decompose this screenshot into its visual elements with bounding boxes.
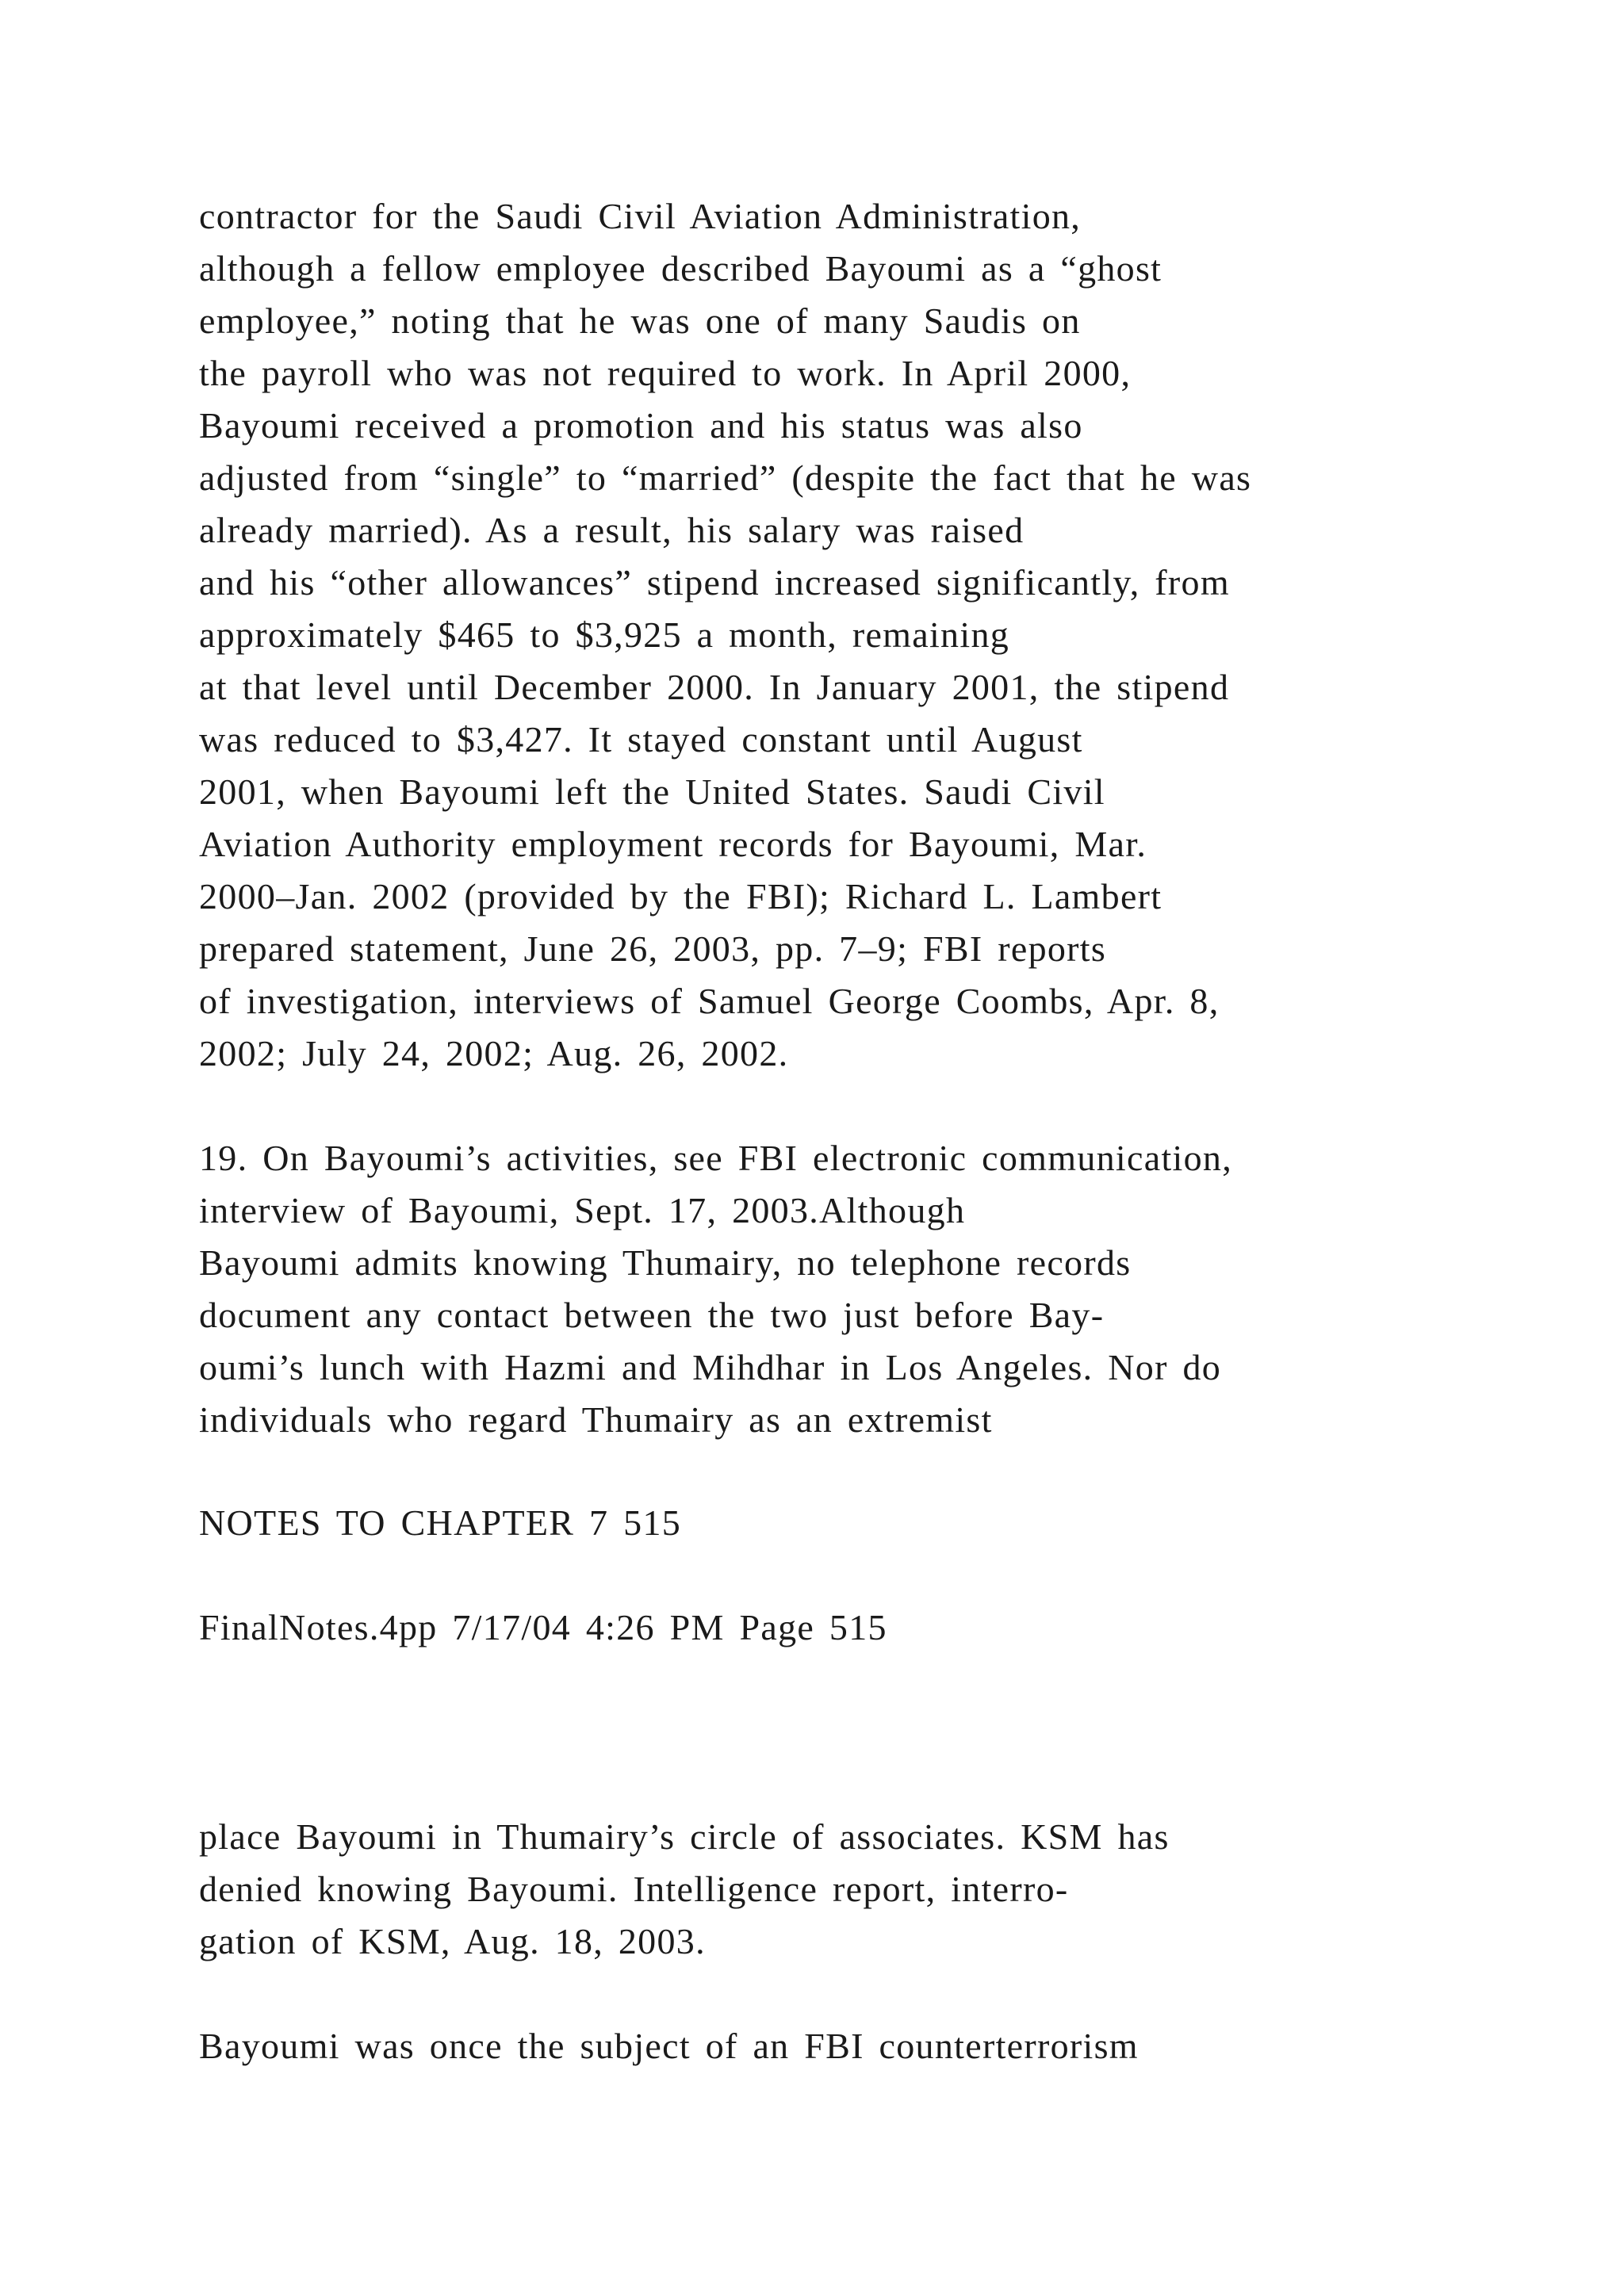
text-line: contractor for the Saudi Civil Aviation Administration, bbox=[199, 196, 1082, 236]
text-line: adjusted from “single” to “married” (despite the fact that he was bbox=[199, 457, 1252, 498]
text-line: of investigation, interviews of Samuel George Coombs, Apr. 8, bbox=[199, 981, 1220, 1021]
text-line: although a fellow employee described Bayoumi as a “ghost bbox=[199, 248, 1162, 289]
text-line: 2001, when Bayoumi left the United States. Saudi Civil bbox=[199, 771, 1105, 812]
text-line: approximately $465 to $3,925 a month, remaining bbox=[199, 614, 1010, 655]
text-line: the payroll who was not required to work. In April 2000, bbox=[199, 353, 1132, 393]
text-line: 19. On Bayoumi’s activities, see FBI electronic communication, bbox=[199, 1138, 1233, 1178]
text-line: Bayoumi received a promotion and his status was also bbox=[199, 405, 1083, 446]
text-line: at that level until December 2000. In January 2001, the stipend bbox=[199, 667, 1230, 707]
print-slug: FinalNotes.4pp 7/17/04 4:26 PM Page 515 bbox=[199, 1607, 887, 1647]
text-line: 2000–Jan. 2002 (provided by the FBI); Richard L. Lambert bbox=[199, 876, 1162, 916]
text-line: already married). As a result, his salary was raised bbox=[199, 510, 1025, 550]
running-footer: NOTES TO CHAPTER 7 515 bbox=[199, 1502, 682, 1543]
text-line: gation of KSM, Aug. 18, 2003. bbox=[199, 1921, 706, 1961]
text-line: employee,” noting that he was one of many Saudis on bbox=[199, 300, 1081, 341]
text-line: Bayoumi was once the subject of an FBI counterterrorism bbox=[199, 2026, 1139, 2066]
text-line: oumi’s lunch with Hazmi and Mihdhar in Los Angeles. Nor do bbox=[199, 1347, 1222, 1387]
text-line: was reduced to $3,427. It stayed constant until August bbox=[199, 719, 1083, 760]
text-line: and his “other allowances” stipend increased significantly, from bbox=[199, 562, 1230, 603]
text-line: document any contact between the two just before Bay- bbox=[199, 1295, 1105, 1335]
text-line: 2002; July 24, 2002; Aug. 26, 2002. bbox=[199, 1033, 789, 1073]
text-line: place Bayoumi in Thumairy’s circle of associates. KSM has bbox=[199, 1816, 1170, 1857]
text-line: interview of Bayoumi, Sept. 17, 2003.Although bbox=[199, 1190, 966, 1230]
text-line: Bayoumi admits knowing Thumairy, no telephone records bbox=[199, 1242, 1132, 1283]
text-line: prepared statement, June 26, 2003, pp. 7–9; FBI reports bbox=[199, 928, 1107, 969]
text-line: Aviation Authority employment records for Bayoumi, Mar. bbox=[199, 824, 1147, 864]
text-line: individuals who regard Thumairy as an extremist bbox=[199, 1399, 993, 1440]
text-line: denied knowing Bayoumi. Intelligence report, interro- bbox=[199, 1869, 1069, 1909]
